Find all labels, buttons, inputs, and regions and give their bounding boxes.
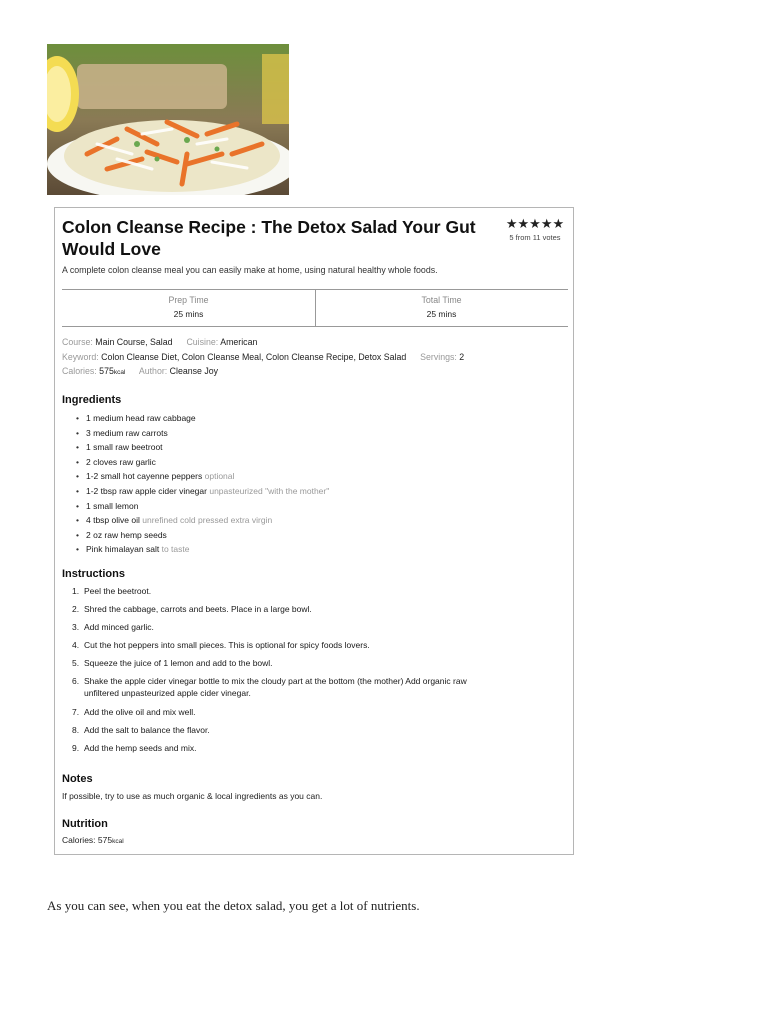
author-value: Cleanse Joy — [169, 366, 219, 376]
salad-photo — [47, 44, 289, 195]
instruction-step: 1. Peel the beetroot. — [72, 586, 152, 596]
servings-value[interactable]: 2 — [459, 351, 465, 362]
servings-label: Servings: — [420, 351, 457, 362]
instructions-heading: Instructions — [62, 568, 125, 580]
prep-time-value: 25 mins — [173, 309, 204, 319]
ingredient-item: • 1-2 tbsp raw apple cider vinegar unpasteurized "with the mother" — [76, 484, 329, 499]
instructions-list — [72, 585, 567, 760]
ingredient-item: • 1 small raw beetroot — [76, 440, 329, 455]
ingredients-list — [76, 411, 329, 557]
prep-time-label: Prep Time — [168, 295, 209, 305]
meta-line-course — [62, 335, 568, 350]
instruction-step: 6. Shake the apple cider vinegar bottle to mix the cloudy part at the bottom (the mother) Add organic raw unfiltered unpasteurized apple cider vinegar. — [72, 676, 467, 699]
rating-votes: 5 from 11 votes — [509, 233, 561, 242]
calories-unit: kcal — [113, 369, 126, 376]
course-label: Course: — [62, 337, 93, 347]
total-time — [315, 290, 568, 326]
recipe-description: A complete colon cleanse meal you can easily make at home, using natural healthy whole foods. — [62, 265, 438, 275]
recipe-meta — [62, 335, 568, 381]
calories-label: Calories: — [62, 366, 97, 376]
instruction-step: 4. Cut the hot peppers into small pieces. This is optional for spicy foods lovers. — [72, 640, 370, 651]
recipe-card — [54, 207, 574, 855]
recipe-times — [62, 289, 568, 327]
instruction-step: 9. Add the hemp seeds and mix. — [72, 742, 197, 753]
meta-line-calories — [62, 364, 568, 381]
ingredient-item: • 1 medium head raw cabbage — [76, 411, 329, 426]
notes-text: If possible, try to use as much organic & local ingredients as you can. — [62, 791, 323, 801]
notes-heading: Notes — [62, 773, 93, 785]
cuisine-label: Cuisine: — [186, 337, 219, 347]
nutrition-value: 575 — [97, 835, 113, 845]
calories-value: 575 — [99, 366, 114, 376]
instruction-step: 7. Add the olive oil and mix well. — [72, 706, 196, 717]
instruction-step: 3. Add minced garlic. — [72, 622, 154, 633]
cuisine-value: American — [220, 337, 258, 347]
ingredient-item: • 2 cloves raw garlic — [76, 455, 329, 470]
nutrition-label: Calories: — [62, 835, 96, 845]
nutrition-unit: kcal — [112, 838, 124, 845]
ingredient-item: • 3 medium raw carrots — [76, 426, 329, 441]
ingredient-item: • 1-2 small hot cayenne peppers optional — [76, 469, 329, 484]
caption-text: As you can see, when you eat the detox salad, you get a lot of nutrients. — [47, 898, 420, 913]
total-time-value: 25 mins — [426, 309, 457, 319]
keyword-label: Keyword: — [62, 351, 99, 362]
recipe-title: Colon Cleanse Recipe : The Detox Salad Your Gut Would Love — [62, 217, 476, 259]
meta-line-keyword — [62, 350, 568, 365]
nutrition-text — [62, 835, 124, 845]
ingredients-heading: Ingredients — [62, 394, 122, 406]
ingredient-item: • Pink himalayan salt to taste — [76, 542, 329, 557]
ingredient-item: • 4 tbsp olive oil unrefined cold pressed extra virgin — [76, 513, 329, 528]
course-value: Main Course, Salad — [95, 337, 173, 347]
rating-stars-icon[interactable]: ★★★★★ — [505, 216, 565, 231]
instruction-step: 2. Shred the cabbage, carrots and beets. Place in a large bowl. — [72, 604, 312, 615]
instruction-step: 5. Squeeze the juice of 1 lemon and add to the bowl. — [72, 658, 273, 669]
instruction-step: 8. Add the salt to balance the flavor. — [72, 724, 210, 735]
prep-time — [62, 290, 316, 326]
total-time-label: Total Time — [421, 295, 462, 305]
ingredient-item: • 2 oz raw hemp seeds — [76, 528, 329, 543]
author-label: Author: — [138, 366, 168, 376]
keyword-value: Colon Cleanse Diet, Colon Cleanse Meal, Colon Cleanse Recipe, Detox Salad — [101, 351, 407, 362]
rating[interactable] — [504, 217, 566, 242]
ingredient-item: • 1 small lemon — [76, 499, 329, 514]
nutrition-heading: Nutrition — [62, 818, 108, 830]
salad-image — [47, 44, 289, 195]
